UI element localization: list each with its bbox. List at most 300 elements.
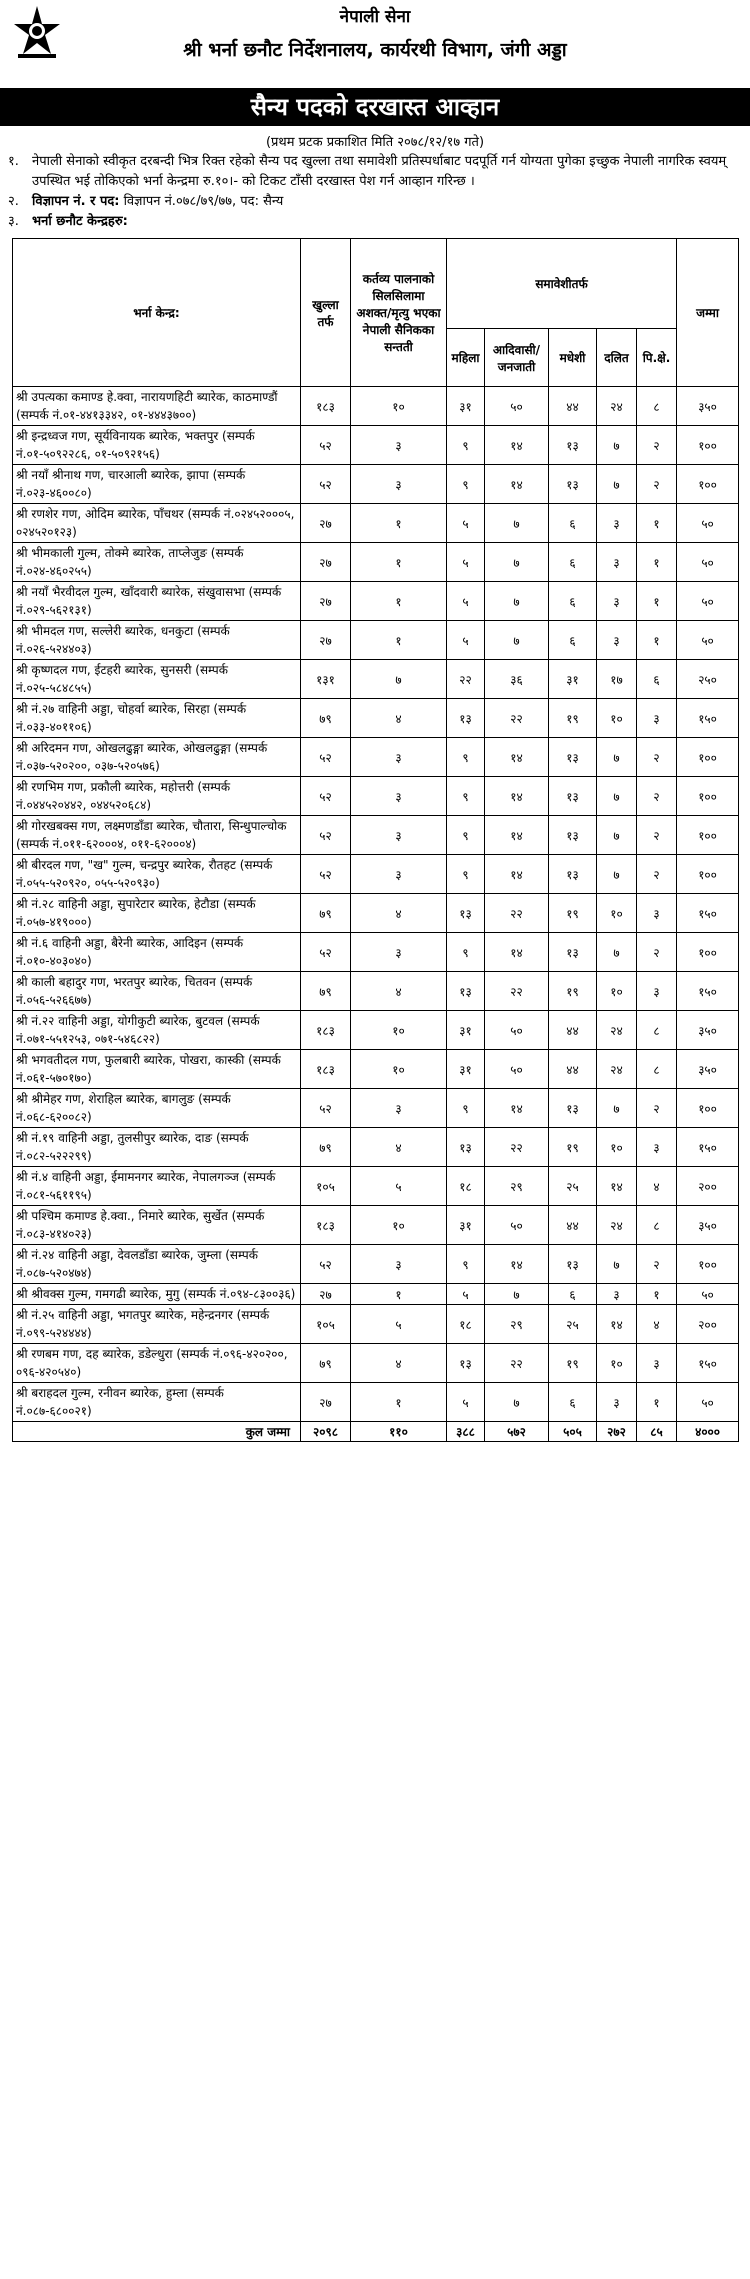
cell-indigenous: ५० [485, 1011, 549, 1050]
cell-dalit: ३ [597, 1284, 637, 1305]
cell-dalit: २४ [597, 1011, 637, 1050]
cell-total: ५० [677, 582, 739, 621]
cell-madhesi: १९ [549, 894, 597, 933]
cell-madhesi: १३ [549, 777, 597, 816]
cell-dalit: १४ [597, 1167, 637, 1206]
cell-female: ९ [447, 777, 485, 816]
header-martyr: कर्तव्य पालनाको सिलसिलामा अशक्त/मृत्यु भएका नेपाली सैनिकका सन्तती [351, 239, 447, 387]
total-madhesi: ५०५ [549, 1422, 597, 1442]
total-label: कुल जम्मा [13, 1422, 301, 1442]
cell-total: ३५० [677, 1206, 739, 1245]
cell-female: १८ [447, 1167, 485, 1206]
cell-indigenous: ५० [485, 1206, 549, 1245]
cell-indigenous: १४ [485, 855, 549, 894]
center-name: श्री नं.२८ वाहिनी अड्डा, सुपारेटार ब्यारेक, हेटौडा (सम्पर्क नं.०५७-४१९०००) [13, 894, 301, 933]
cell-backward: ३ [637, 1128, 677, 1167]
cell-dalit: ७ [597, 855, 637, 894]
cell-total: २०० [677, 1305, 739, 1344]
cell-madhesi: १९ [549, 699, 597, 738]
table-row [13, 1089, 739, 1128]
cell-backward: ३ [637, 1344, 677, 1383]
cell-open: ५२ [301, 1245, 351, 1284]
table-row [13, 855, 739, 894]
cell-indigenous: ७ [485, 1383, 549, 1422]
center-name: श्री नं.२४ वाहिनी अड्डा, देवलडाँडा ब्यारेक, जुम्ला (सम्पर्क नं.०८७-५२०४७४) [13, 1245, 301, 1284]
total-total: ४००० [677, 1422, 739, 1442]
cell-female: ९ [447, 816, 485, 855]
paragraph-label: भर्ना छनौट केन्द्रहरु: [32, 214, 128, 229]
cell-female: ५ [447, 621, 485, 660]
center-name: श्री नं.६ वाहिनी अड्डा, बैरेनी ब्यारेक, आदिइन (सम्पर्क नं.०१०-४०३०४०) [13, 933, 301, 972]
table-row [13, 1206, 739, 1245]
cell-indigenous: १४ [485, 426, 549, 465]
cell-backward: ३ [637, 972, 677, 1011]
cell-madhesi: २५ [549, 1167, 597, 1206]
cell-total: ३५० [677, 1011, 739, 1050]
cell-indigenous: २९ [485, 1305, 549, 1344]
cell-total: १५० [677, 1344, 739, 1383]
cell-martyr: ४ [351, 1128, 447, 1167]
total-female: ३८८ [447, 1422, 485, 1442]
total-row [13, 1422, 739, 1442]
cell-total: १५० [677, 894, 739, 933]
center-name: श्री बराहदल गुल्म, रनीवन ब्यारेक, हुम्ला (सम्पर्क नं.०८७-६८००२१) [13, 1383, 301, 1422]
cell-martyr: ३ [351, 855, 447, 894]
cell-backward: ६ [637, 660, 677, 699]
cell-backward: ८ [637, 387, 677, 426]
center-name: श्री श्रीमेहर गण, शेराहिल ब्यारेक, बागलुङ (सम्पर्क नं.०६८-६२००८२) [13, 1089, 301, 1128]
cell-indigenous: २९ [485, 1167, 549, 1206]
cell-dalit: ७ [597, 816, 637, 855]
cell-dalit: ३ [597, 504, 637, 543]
cell-open: ७९ [301, 699, 351, 738]
center-name: श्री नयाँ श्रीनाथ गण, चारआली ब्यारेक, झापा (सम्पर्क नं.०२३-४६००८०) [13, 465, 301, 504]
cell-dalit: २४ [597, 1050, 637, 1089]
center-name: श्री रणशेर गण, ओदिम ब्यारेक, पाँचथर (सम्पर्क नं.०२४५२०००५, ०२४५२०१२३) [13, 504, 301, 543]
total-open: २०९८ [301, 1422, 351, 1442]
cell-open: १८३ [301, 1050, 351, 1089]
cell-total: १५० [677, 972, 739, 1011]
table-row [13, 816, 739, 855]
table-row [13, 1050, 739, 1089]
cell-indigenous: १४ [485, 465, 549, 504]
cell-open: १०५ [301, 1167, 351, 1206]
cell-madhesi: १३ [549, 426, 597, 465]
cell-backward: १ [637, 1383, 677, 1422]
org-department: श्री भर्ना छनौट निर्देशनालय, कार्यरथी विभाग, जंगी अड्डा [183, 39, 567, 61]
cell-total: ५० [677, 504, 739, 543]
cell-indigenous: ५० [485, 387, 549, 426]
cell-backward: २ [637, 816, 677, 855]
header-madhesi: मधेशी [549, 329, 597, 387]
cell-dalit: ३ [597, 621, 637, 660]
cell-madhesi: ६ [549, 1383, 597, 1422]
header-total: जम्मा [677, 239, 739, 387]
cell-female: ९ [447, 1089, 485, 1128]
cell-open: २७ [301, 1383, 351, 1422]
cell-madhesi: १३ [549, 1245, 597, 1284]
cell-female: ९ [447, 738, 485, 777]
cell-total: १५० [677, 699, 739, 738]
cell-open: ५२ [301, 738, 351, 777]
table-row [13, 1128, 739, 1167]
cell-indigenous: ३६ [485, 660, 549, 699]
cell-madhesi: ६ [549, 504, 597, 543]
cell-madhesi: ६ [549, 1284, 597, 1305]
paragraph-2 [8, 192, 742, 212]
cell-indigenous: ७ [485, 504, 549, 543]
cell-madhesi: १९ [549, 972, 597, 1011]
center-name: श्री नं.२५ वाहिनी अड्डा, भगतपुर ब्यारेक, महेन्द्रनगर (सम्पर्क नं.०९९-५२४४४४) [13, 1305, 301, 1344]
cell-total: १०० [677, 816, 739, 855]
table-row [13, 738, 739, 777]
cell-dalit: ७ [597, 777, 637, 816]
cell-dalit: २४ [597, 387, 637, 426]
cell-female: १३ [447, 1344, 485, 1383]
cell-female: ३१ [447, 1206, 485, 1245]
notice-header [0, 0, 750, 88]
cell-martyr: ३ [351, 1089, 447, 1128]
cell-martyr: ३ [351, 426, 447, 465]
cell-indigenous: ७ [485, 621, 549, 660]
cell-female: ५ [447, 543, 485, 582]
table-row [13, 777, 739, 816]
cell-martyr: १० [351, 1206, 447, 1245]
table-row [13, 582, 739, 621]
cell-backward: ८ [637, 1011, 677, 1050]
cell-martyr: ३ [351, 465, 447, 504]
cell-martyr: १० [351, 1050, 447, 1089]
cell-female: १३ [447, 699, 485, 738]
center-name: श्री रणभिम गण, प्रकौली ब्यारेक, महोत्तरी (सम्पर्क नं.०४४५२०४४२, ०४४५२०६८४) [13, 777, 301, 816]
cell-open: ५२ [301, 855, 351, 894]
header-dalit: दलित [597, 329, 637, 387]
cell-madhesi: १३ [549, 816, 597, 855]
cell-dalit: १० [597, 1128, 637, 1167]
table-row [13, 894, 739, 933]
cell-dalit: ७ [597, 465, 637, 504]
center-name: श्री भीमकाली गुल्म, तोक्मे ब्यारेक, ताप्लेजुङ (सम्पर्क नं.०२४-४६०२५५) [13, 543, 301, 582]
paragraph-number: २. [8, 194, 19, 209]
cell-total: १०० [677, 465, 739, 504]
cell-female: ५ [447, 1383, 485, 1422]
center-name: श्री गोरखबक्स गण, लक्ष्मणडाँडा ब्यारेक, चौतारा, सिन्धुपाल्चोक (सम्पर्क नं.०११-६२०००४, ०११-६२०००४) [13, 816, 301, 855]
cell-martyr: ३ [351, 738, 447, 777]
cell-indigenous: २२ [485, 699, 549, 738]
center-name: श्री भगवतीदल गण, फुलबारी ब्यारेक, पोखरा, कास्की (सम्पर्क नं.०६१-५७०१७०) [13, 1050, 301, 1089]
cell-dalit: १० [597, 894, 637, 933]
cell-open: ७९ [301, 972, 351, 1011]
cell-indigenous: ५० [485, 1050, 549, 1089]
cell-open: ७९ [301, 894, 351, 933]
cell-martyr: ७ [351, 660, 447, 699]
cell-martyr: ४ [351, 894, 447, 933]
cell-martyr: ५ [351, 1167, 447, 1206]
cell-total: १०० [677, 426, 739, 465]
cell-female: ३१ [447, 1050, 485, 1089]
center-name: श्री नं.१९ वाहिनी अड्डा, तुलसीपुर ब्यारेक, दाङ (सम्पर्क नं.०८२-५२२२९९) [13, 1128, 301, 1167]
publish-date: (प्रथम प्रटक प्रकाशित मिति २०७८/१२/१७ गते) [265, 135, 485, 150]
cell-dalit: १० [597, 1344, 637, 1383]
cell-madhesi: ६ [549, 621, 597, 660]
header-female: महिला [447, 329, 485, 387]
cell-madhesi: ४४ [549, 387, 597, 426]
cell-female: ३१ [447, 387, 485, 426]
cell-dalit: २४ [597, 1206, 637, 1245]
cell-madhesi: ४४ [549, 1050, 597, 1089]
cell-open: ५२ [301, 933, 351, 972]
cell-indigenous: १४ [485, 816, 549, 855]
notice-banner: सैन्य पदको दरखास्त आव्हान [0, 88, 750, 126]
center-name: श्री नं.२७ वाहिनी अड्डा, चोहर्वा ब्यारेक, सिरहा (सम्पर्क नं.०३३-४०११०६) [13, 699, 301, 738]
table-row [13, 1383, 739, 1422]
cell-madhesi: १३ [549, 738, 597, 777]
cell-indigenous: २२ [485, 1344, 549, 1383]
cell-indigenous: ७ [485, 582, 549, 621]
notice-paragraphs [0, 152, 750, 232]
cell-madhesi: ६ [549, 582, 597, 621]
cell-female: ९ [447, 933, 485, 972]
cell-backward: ८ [637, 1206, 677, 1245]
cell-dalit: ७ [597, 1089, 637, 1128]
cell-martyr: १ [351, 582, 447, 621]
header-center: भर्ना केन्द्र: [13, 239, 301, 387]
cell-martyr: ३ [351, 1245, 447, 1284]
cell-total: ३५० [677, 1050, 739, 1089]
cell-backward: १ [637, 621, 677, 660]
cell-open: २७ [301, 621, 351, 660]
cell-backward: ८ [637, 1050, 677, 1089]
cell-indigenous: १४ [485, 933, 549, 972]
cell-indigenous: २२ [485, 894, 549, 933]
cell-total: ५० [677, 1284, 739, 1305]
table-row [13, 699, 739, 738]
cell-backward: ३ [637, 699, 677, 738]
cell-martyr: ४ [351, 1344, 447, 1383]
total-backward: ८५ [637, 1422, 677, 1442]
cell-backward: १ [637, 1284, 677, 1305]
cell-backward: २ [637, 777, 677, 816]
cell-indigenous: ७ [485, 543, 549, 582]
cell-backward: ४ [637, 1305, 677, 1344]
cell-open: २७ [301, 1284, 351, 1305]
center-name: श्री इन्द्रध्वज गण, सूर्यविनायक ब्यारेक, भक्तपुर (सम्पर्क नं.०१-५०९२२८६, ०१-५०९२१५६) [13, 426, 301, 465]
cell-madhesi: १३ [549, 855, 597, 894]
cell-total: ५० [677, 621, 739, 660]
cell-madhesi: १३ [549, 465, 597, 504]
paragraph-number: ३. [8, 214, 19, 229]
cell-total: २५० [677, 660, 739, 699]
cell-martyr: १० [351, 387, 447, 426]
cell-martyr: १ [351, 1284, 447, 1305]
center-name: श्री उपत्यका कमाण्ड हे.क्वा, नारायणहिटी ब्यारेक, काठमाण्डौं (सम्पर्क नं.०१-४४१३३४२, ०१-४४४३७००) [13, 387, 301, 426]
total-dalit: २७२ [597, 1422, 637, 1442]
cell-backward: २ [637, 738, 677, 777]
cell-total: १५० [677, 1128, 739, 1167]
cell-total: ३५० [677, 387, 739, 426]
cell-dalit: ३ [597, 582, 637, 621]
center-name: श्री बीरदल गण, "ख" गुल्म, चन्द्रपुर ब्यारेक, रौतहट (सम्पर्क नं.०५५-५२०९२०, ०५५-५२०९३०) [13, 855, 301, 894]
paragraph-label: विज्ञापन नं. र पद: [32, 194, 120, 209]
table-row [13, 543, 739, 582]
cell-open: १८३ [301, 387, 351, 426]
center-name: श्री कृष्णदल गण, ईटहरी ब्यारेक, सुनसरी (सम्पर्क नं.०२५-५८४८५५) [13, 660, 301, 699]
cell-female: १३ [447, 1128, 485, 1167]
center-name: श्री रणबम गण, दह ब्यारेक, डडेल्धुरा (सम्पर्क नं.०९६-४२०२००, ०९६-४२०५४०) [13, 1344, 301, 1383]
cell-total: ५० [677, 1383, 739, 1422]
table-row [13, 1344, 739, 1383]
cell-female: २२ [447, 660, 485, 699]
cell-martyr: १ [351, 1383, 447, 1422]
table-row [13, 387, 739, 426]
cell-total: १०० [677, 933, 739, 972]
table-row [13, 660, 739, 699]
cell-indigenous: ७ [485, 1284, 549, 1305]
cell-total: १०० [677, 1089, 739, 1128]
table-row [13, 504, 739, 543]
cell-indigenous: १४ [485, 1245, 549, 1284]
header-indigenous: आदिवासी/जनजाती [485, 329, 549, 387]
cell-indigenous: २२ [485, 972, 549, 1011]
table-row [13, 1167, 739, 1206]
cell-total: २०० [677, 1167, 739, 1206]
cell-indigenous: १४ [485, 1089, 549, 1128]
cell-madhesi: १९ [549, 1344, 597, 1383]
cell-female: ५ [447, 1284, 485, 1305]
cell-backward: २ [637, 855, 677, 894]
cell-dalit: १७ [597, 660, 637, 699]
cell-backward: १ [637, 504, 677, 543]
cell-madhesi: १३ [549, 1089, 597, 1128]
center-name: श्री पश्चिम कमाण्ड हे.क्वा., निमारे ब्यारेक, सुर्खेत (सम्पर्क नं.०८३-४१४०२३) [13, 1206, 301, 1245]
paragraph-number: १. [8, 154, 19, 169]
header-open: खुल्ला तर्फ [301, 239, 351, 387]
cell-backward: २ [637, 1089, 677, 1128]
center-name: श्री भीमदल गण, सल्लेरी ब्यारेक, धनकुटा (सम्पर्क नं.०२६-५२४४०३) [13, 621, 301, 660]
cell-open: ५२ [301, 465, 351, 504]
cell-backward: १ [637, 543, 677, 582]
cell-martyr: ४ [351, 699, 447, 738]
center-name: श्री नयाँ भैरवीदल गुल्म, खाँदवारी ब्यारेक, संखुवासभा (सम्पर्क नं.०२९-५६२१३१) [13, 582, 301, 621]
cell-dalit: १० [597, 699, 637, 738]
cell-martyr: ३ [351, 933, 447, 972]
cell-backward: २ [637, 933, 677, 972]
cell-madhesi: ४४ [549, 1206, 597, 1245]
cell-madhesi: २५ [549, 1305, 597, 1344]
cell-female: ९ [447, 1245, 485, 1284]
cell-dalit: १० [597, 972, 637, 1011]
cell-dalit: ७ [597, 738, 637, 777]
cell-martyr: ३ [351, 777, 447, 816]
cell-backward: १ [637, 582, 677, 621]
cell-female: ५ [447, 582, 485, 621]
cell-backward: ४ [637, 1167, 677, 1206]
table-row [13, 465, 739, 504]
cell-total: ५० [677, 543, 739, 582]
cell-indigenous: १४ [485, 738, 549, 777]
cell-dalit: ३ [597, 1383, 637, 1422]
cell-martyr: ४ [351, 972, 447, 1011]
cell-open: १३१ [301, 660, 351, 699]
center-name: श्री नं.४ वाहिनी अड्डा, ईमामनगर ब्यारेक, नेपालगञ्ज (सम्पर्क नं.०८१-५६११९५) [13, 1167, 301, 1206]
cell-martyr: ५ [351, 1305, 447, 1344]
cell-open: ५२ [301, 1089, 351, 1128]
cell-open: ५२ [301, 816, 351, 855]
cell-open: २७ [301, 543, 351, 582]
cell-backward: ३ [637, 894, 677, 933]
recruitment-centers-table [12, 238, 739, 1442]
cell-madhesi: ३१ [549, 660, 597, 699]
cell-open: २७ [301, 582, 351, 621]
cell-madhesi: ६ [549, 543, 597, 582]
cell-backward: २ [637, 426, 677, 465]
cell-open: ७९ [301, 1344, 351, 1383]
paragraph-3 [8, 212, 742, 232]
cell-madhesi: १९ [549, 1128, 597, 1167]
cell-open: ७९ [301, 1128, 351, 1167]
table-row [13, 621, 739, 660]
cell-dalit: ७ [597, 1245, 637, 1284]
cell-open: २७ [301, 504, 351, 543]
org-name: नेपाली सेना [339, 7, 411, 27]
center-name: श्री काली बहादुर गण, भरतपुर ब्यारेक, चितवन (सम्पर्क नं.०५६-५२६६७७) [13, 972, 301, 1011]
cell-dalit: ७ [597, 426, 637, 465]
paragraph-text: नेपाली सेनाको स्वीकृत दरबन्दी भित्र रिक्त रहेको सैन्य पद खुल्ला तथा समावेशी प्रतिस्पर्धाबाट पदपूर्ति गर्न योग्यता पुगेका इच्छुक नेपाली नागरिक स्वयम् उपस्थित भई तोकिएको भर्ना केन्द्रमा रु.१०।- को टिकट टाँसी दरखास्त पेश गर्न आव्हान गरिन्छ । [32, 154, 727, 189]
paragraph-1 [8, 152, 742, 192]
cell-martyr: ३ [351, 816, 447, 855]
center-name: श्री श्रीवक्स गुल्म, गमगढी ब्यारेक, मुगु (सम्पर्क नं.०९४-८३००३६) [13, 1284, 301, 1305]
cell-madhesi: ४४ [549, 1011, 597, 1050]
table-row [13, 933, 739, 972]
header-backward: पि.क्षे. [637, 329, 677, 387]
cell-female: १३ [447, 894, 485, 933]
cell-open: ५२ [301, 777, 351, 816]
cell-female: १३ [447, 972, 485, 1011]
cell-martyr: १ [351, 621, 447, 660]
table-row [13, 1305, 739, 1344]
total-indigenous: ५७२ [485, 1422, 549, 1442]
paragraph-text: विज्ञापन नं.०७८/७९/७७, पद: सैन्य [119, 194, 284, 209]
cell-female: १८ [447, 1305, 485, 1344]
cell-indigenous: १४ [485, 777, 549, 816]
cell-martyr: १ [351, 504, 447, 543]
cell-dalit: ३ [597, 543, 637, 582]
cell-martyr: १० [351, 1011, 447, 1050]
cell-martyr: १ [351, 543, 447, 582]
cell-female: ९ [447, 465, 485, 504]
table-row [13, 1245, 739, 1284]
cell-female: ९ [447, 426, 485, 465]
cell-open: १८३ [301, 1011, 351, 1050]
cell-total: १०० [677, 855, 739, 894]
cell-backward: २ [637, 465, 677, 504]
table-body [13, 387, 739, 1422]
cell-total: १०० [677, 777, 739, 816]
cell-backward: २ [637, 1245, 677, 1284]
cell-total: १०० [677, 1245, 739, 1284]
table-row [13, 426, 739, 465]
cell-female: ९ [447, 855, 485, 894]
cell-dalit: १४ [597, 1305, 637, 1344]
table-row [13, 1284, 739, 1305]
cell-total: १०० [677, 738, 739, 777]
table-row [13, 1011, 739, 1050]
cell-female: ५ [447, 504, 485, 543]
total-martyr: ११० [351, 1422, 447, 1442]
cell-dalit: ७ [597, 933, 637, 972]
cell-indigenous: २२ [485, 1128, 549, 1167]
table-row [13, 972, 739, 1011]
